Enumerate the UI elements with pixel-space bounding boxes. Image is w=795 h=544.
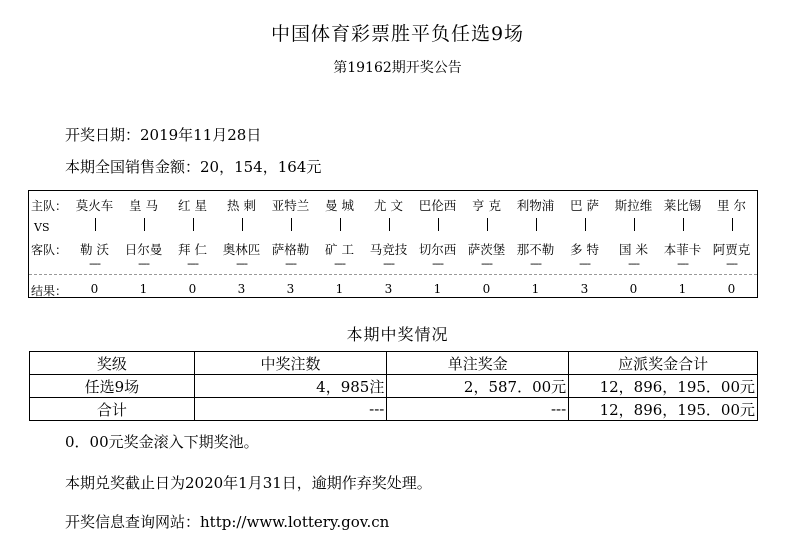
away-label: 客队：: [31, 243, 68, 257]
header-total: 应派奖金合计: [569, 352, 758, 375]
cell-total: 12，896，195．00元: [569, 398, 758, 421]
prize-table: [29, 351, 758, 421]
match-column: [315, 191, 364, 297]
dash-line: ----: [383, 257, 394, 270]
issue-subtitle: 第19162期开奖公告: [333, 60, 462, 76]
header-single-prize: 单注奖金: [387, 352, 569, 375]
dash-line: ----: [432, 257, 443, 270]
header-level: 奖级: [30, 352, 195, 375]
cell-level: 合计: [30, 398, 195, 421]
table-row: [30, 398, 758, 421]
match-column: [511, 191, 560, 297]
home-team: 亚特兰: [271, 198, 310, 213]
home-team: 红 星: [178, 198, 207, 213]
home-team: 曼 城: [325, 198, 354, 213]
away-team: 矿 工: [325, 242, 354, 257]
rollover-note: 0．00元奖金滚入下期奖池。: [65, 433, 259, 451]
home-team: 里 尔: [717, 198, 746, 213]
dash-line: ----: [579, 257, 590, 270]
home-label: 主队：: [31, 199, 68, 213]
match-column: [70, 191, 119, 297]
draw-date: 开奖日期：2019年11月28日: [65, 126, 262, 144]
away-team: 国 米: [619, 242, 648, 257]
vs-bar: [585, 218, 586, 231]
match-result: 1: [335, 282, 344, 296]
match-result: 3: [580, 282, 589, 296]
table-row: [30, 375, 758, 398]
vs-bar: [144, 218, 145, 231]
away-team: 奥林匹: [222, 242, 261, 257]
away-team: 勒 沃: [80, 242, 109, 257]
table-header-row: [30, 352, 758, 375]
header-count: 中奖注数: [194, 352, 387, 375]
dash-line: ----: [530, 257, 541, 270]
home-team: 莱比锡: [663, 198, 702, 213]
match-column: [462, 191, 511, 297]
vs-bar: [340, 218, 341, 231]
match-column: [168, 191, 217, 297]
home-team: 尤 文: [374, 198, 403, 213]
dash-line: ----: [726, 257, 737, 270]
match-result: 1: [433, 282, 442, 296]
match-result: 0: [482, 282, 491, 296]
cell-count: ---: [194, 398, 387, 421]
match-column: [266, 191, 315, 297]
away-team: 日尔曼: [124, 242, 163, 257]
away-team: 那不勒: [516, 242, 555, 257]
vs-bar: [95, 218, 96, 231]
away-team: 萨茨堡: [467, 242, 506, 257]
match-column: [707, 191, 756, 297]
home-team: 莫火车: [75, 198, 114, 213]
home-team: 巴 萨: [570, 198, 599, 213]
dash-line: ----: [628, 257, 639, 270]
match-result: 3: [237, 282, 246, 296]
match-result: 0: [629, 282, 638, 296]
match-column: [609, 191, 658, 297]
vs-bar: [438, 218, 439, 231]
away-team: 马竞技: [369, 242, 408, 257]
match-result: 0: [727, 282, 736, 296]
vs-bar: [683, 218, 684, 231]
vs-bar: [536, 218, 537, 231]
cell-level: 任选9场: [30, 375, 195, 398]
match-column: [658, 191, 707, 297]
dash-line: ----: [89, 257, 100, 270]
match-result: 1: [139, 282, 148, 296]
dash-line: ----: [138, 257, 149, 270]
match-column: [119, 191, 168, 297]
dash-line: ----: [481, 257, 492, 270]
match-column: [413, 191, 462, 297]
vs-bar: [634, 218, 635, 231]
vs-bar: [242, 218, 243, 231]
vs-bar: [291, 218, 292, 231]
website-note: 开奖信息查询网站：http://www.lottery.gov.cn: [65, 513, 390, 531]
prize-section-title: 本期中奖情况: [346, 325, 449, 344]
match-column: [217, 191, 266, 297]
vs-bar: [193, 218, 194, 231]
matches-table: [28, 190, 758, 298]
match-result: 0: [90, 282, 99, 296]
away-team: 多 特: [570, 242, 599, 257]
home-team: 斯拉维: [614, 198, 653, 213]
match-result: 1: [678, 282, 687, 296]
home-team: 利物浦: [516, 198, 555, 213]
vs-label: VS: [34, 221, 50, 234]
dash-line: ----: [285, 257, 296, 270]
page-title: 中国体育彩票胜平负任选9场: [270, 23, 525, 45]
away-team: 切尔西: [418, 242, 457, 257]
home-team: 热 刺: [227, 198, 256, 213]
away-team: 本菲卡: [663, 242, 702, 257]
cell-total: 12，896，195．00元: [569, 375, 758, 398]
match-result: 3: [286, 282, 295, 296]
result-label: 结果：: [31, 284, 68, 298]
match-result: 1: [531, 282, 540, 296]
vs-bar: [389, 218, 390, 231]
dash-line: ----: [236, 257, 247, 270]
cell-count: 4，985注: [194, 375, 387, 398]
dash-line: ----: [334, 257, 345, 270]
match-result: 3: [384, 282, 393, 296]
dash-line: ----: [187, 257, 198, 270]
home-team: 巴伦西: [418, 198, 457, 213]
match-column: [560, 191, 609, 297]
deadline-note: 本期兑奖截止日为2020年1月31日，逾期作弃奖处理。: [65, 474, 432, 492]
vs-bar: [732, 218, 733, 231]
away-team: 萨格勒: [271, 242, 310, 257]
sales-amount: 本期全国销售金额：20，154，164元: [65, 158, 322, 176]
match-result: 0: [188, 282, 197, 296]
cell-single-prize: ---: [387, 398, 569, 421]
home-team: 皇 马: [129, 198, 158, 213]
away-team: 拜 仁: [178, 242, 207, 257]
vs-bar: [487, 218, 488, 231]
home-team: 亨 克: [472, 198, 501, 213]
dash-line: ----: [677, 257, 688, 270]
cell-single-prize: 2，587．00元: [387, 375, 569, 398]
match-column: [364, 191, 413, 297]
away-team: 阿贾克: [712, 242, 751, 257]
